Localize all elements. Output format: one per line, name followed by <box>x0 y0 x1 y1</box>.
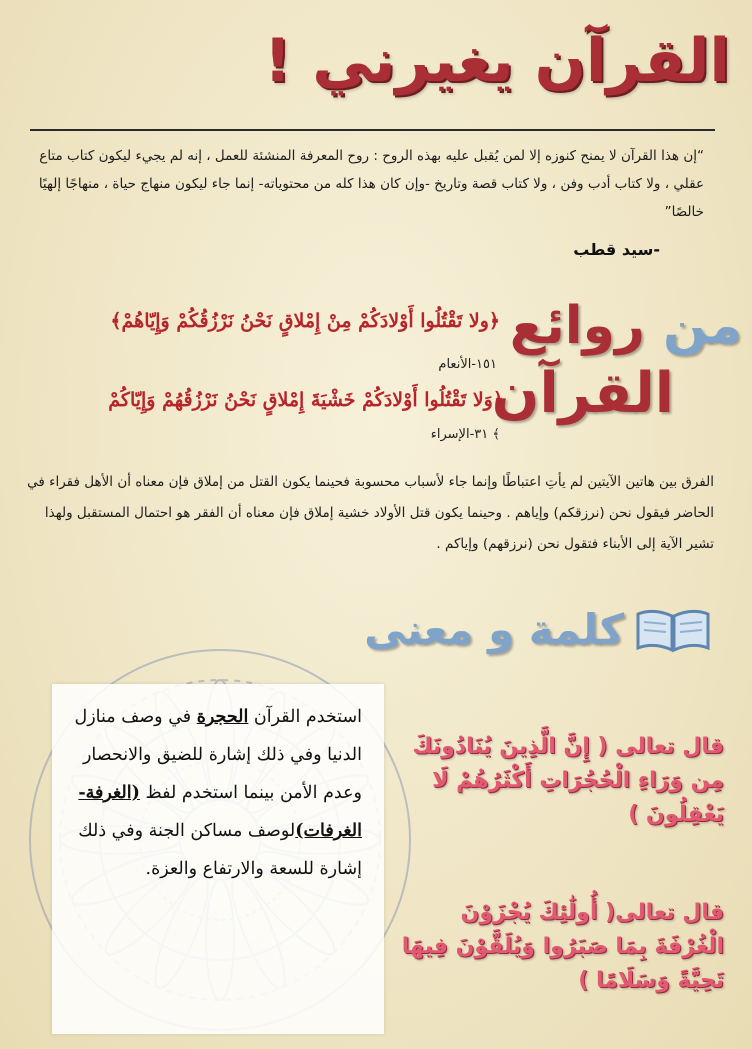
verse-1-reference: ١٥١-الأنعام <box>438 357 497 372</box>
open-book-icon <box>634 606 712 654</box>
rawaie-word-rawaie: روائع <box>509 296 645 356</box>
verse-2: ﴿وَلا تَقْتُلُوا أَوْلادَكُمْ خَشْيَةَ إِمْلاقٍ نَحْنُ نَرْزُقُهُمْ وَإِيّاكُمْ <box>108 389 504 411</box>
kalima-word-wa: و <box>488 605 515 654</box>
quote-author: -سيد قطب <box>573 240 660 259</box>
kalima-word-maana: معنى <box>364 605 474 654</box>
verse-2-reference: ﴾ ٣١-الإسراء <box>430 427 500 442</box>
info-term-hujra: الحجرة <box>196 707 249 727</box>
info-box <box>52 684 384 1034</box>
verse-1: ﴿ولا تَقْتُلُوا أَوْلادَكُمْ مِنْ إِمْلاقٍ نَحْنُ نَرْزُقُكُمْ وَإِيّاهُمْ﴾ <box>110 310 500 332</box>
rawaie-heading-line2: القرآن <box>491 361 674 426</box>
pink-verse-2: قال تعالى( أُولَٰئِكَ يُجْزَوْنَ الْغُرْفَةَ بِمَا صَبَرُوا وَيُلَقَّوْنَ فِيهَا تَحِيَّةً وَسَلَامًا ) <box>401 900 724 993</box>
rawaie-heading-line1 <box>510 296 742 356</box>
kalima-word-kalima: كلمة <box>528 605 624 654</box>
rawaie-word-min: من <box>663 296 742 356</box>
explanation-text: الفرق بين هاتين الآيتين لم يأتِ اعتباطًا وإنما جاء لأسباب محسوبة فحينما يكون القتل من إملاق فإن معناه أن الأهل فقراء في الحاضر فيقول نحن (نرزقكم) وإياهم . وحينما يكون قتل الأولاد خشية إملاق فإن معناه أن الفقر هو احتمال المستقبل ولهذا تشير الآية إلى الأبناء فتقول نحن (نرزقهم) وإياكم . <box>27 474 714 552</box>
title-divider <box>30 129 715 131</box>
info-term-ghurfa: (الغرفة-الغرفات) <box>78 783 362 841</box>
info-part2: في وصف منازل الدنيا وفي ذلك إشارة للضيق والانحصار وعدم الأمن بينما استخدم لفظ <box>74 707 362 803</box>
info-part1: استخدم القرآن <box>248 707 362 727</box>
page-title: القرآن يغيرني ! <box>264 26 730 96</box>
info-text <box>62 698 362 888</box>
info-part3: لوصف مساكن الجنة وفي ذلك إشارة للسعة والارتفاع والعزة. <box>78 821 362 879</box>
quote-text: “إن هذا القرآن لا يمنح كنوزه إلا لمن يُقبل عليه بهذه الروح : روح المعرفة المنشئة للعمل ، إنه لم يجيء ليكون كتاب متاع عقلي ، ولا كتاب أدب وفن ، ولا كتاب قصة وتاريخ -وإن كان هذا كله من محتوياته- إنما جاء ليكون منهاج حياة ، منهاجًا إلهيًا خالصًا” <box>38 148 704 220</box>
pink-verse-1: قال تعالى ( إِنَّ الَّذِينَ يُنَادُونَكَ مِن وَرَاءِ الْحُجُرَاتِ أَكْثَرُهُمْ لَا يَعْقِلُونَ ) <box>412 734 724 827</box>
